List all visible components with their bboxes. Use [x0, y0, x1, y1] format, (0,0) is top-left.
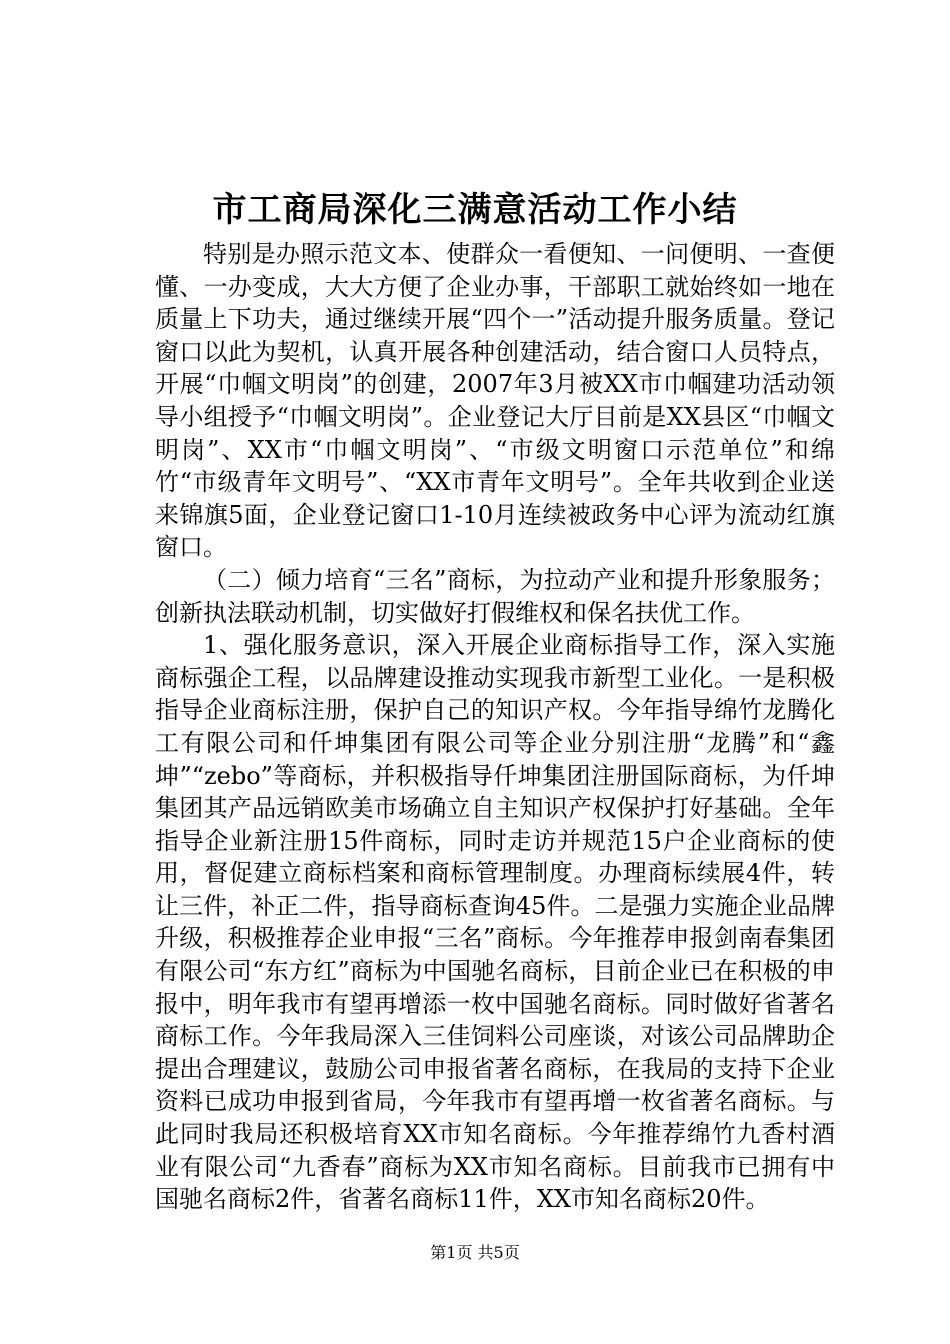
- paragraph-trademark-guidance: 1、强化服务意识，深入开展企业商标指导工作，深入实施商标强企工程，以品牌建设推动实现我市新型工业化。一是积极指导企业商标注册，保护自己的知识产权。今年指导绵竹龙腾化工有限公司和仟坤集团有限公司等企业分别注册“龙腾”和“鑫坤”“zebo”等商标，并积极指导仟坤集团注册国际商标，为仟坤集团其产品远销欧美市场确立自主知识产权保护打好基础。全年指导企业新注册15件商标，同时走访并规范15户企业商标的使用，督促建立商标档案和商标管理制度。办理商标续展4件，转让三件，补正二件，指导商标查询45件。二是强力实施企业品牌升级，积极推荐企业申报“三名”商标。今年推荐申报剑南春集团有限公司“东方红”商标为中国驰名商标，目前企业已在积极的申报中，明年我市有望再增添一枚中国驰名商标。同时做好省著名商标工作。今年我局深入三佳饲料公司座谈，对该公司品牌助企提出合理建议，鼓励公司申报省著名商标，在我局的支持下企业资料已成功申报到省局，今年我市有望再增一枚省著名商标。与此同时我局还积极培育XX市知名商标。今年推荐绵竹九香村酒业有限公司“九香春”商标为XX市知名商标。目前我市已拥有中国驰名商标2件，省著名商标11件，XX市知名商标20件。: [155, 631, 835, 1214]
- paragraph-service-quality: 特别是办照示范文本、使群众一看便知、一问便明、一查便懂、一办变成，大大方便了企业办事，干部职工就始终如一地在质量上下功夫，通过继续开展“四个一”活动提升服务质量。登记窗口以此为契机，认真开展各种创建活动，结合窗口人员特点，开展“巾帼文明岗”的创建，2007年3月被XX市巾帼建功活动领导小组授予“巾帼文明岗”。企业登记大厅目前是XX县区“巾帼文明岗”、XX市“巾帼文明岗”、“市级文明窗口示范单位”和绵竹“市级青年文明号”、“XX市青年文明号”。全年共收到企业送来锦旗5面，企业登记窗口1-10月连续被政务中心评为流动红旗窗口。: [155, 240, 835, 562]
- page-number: 第1页 共5页: [430, 1243, 520, 1262]
- document-title: 市工商局深化三满意活动工作小结: [212, 190, 738, 230]
- document-body: [155, 238, 835, 1216]
- paragraph-section-heading: （二）倾力培育“三名”商标，为拉动产业和提升形象服务；创新执法联动机制，切实做好打假维权和保名扶优工作。: [155, 565, 835, 627]
